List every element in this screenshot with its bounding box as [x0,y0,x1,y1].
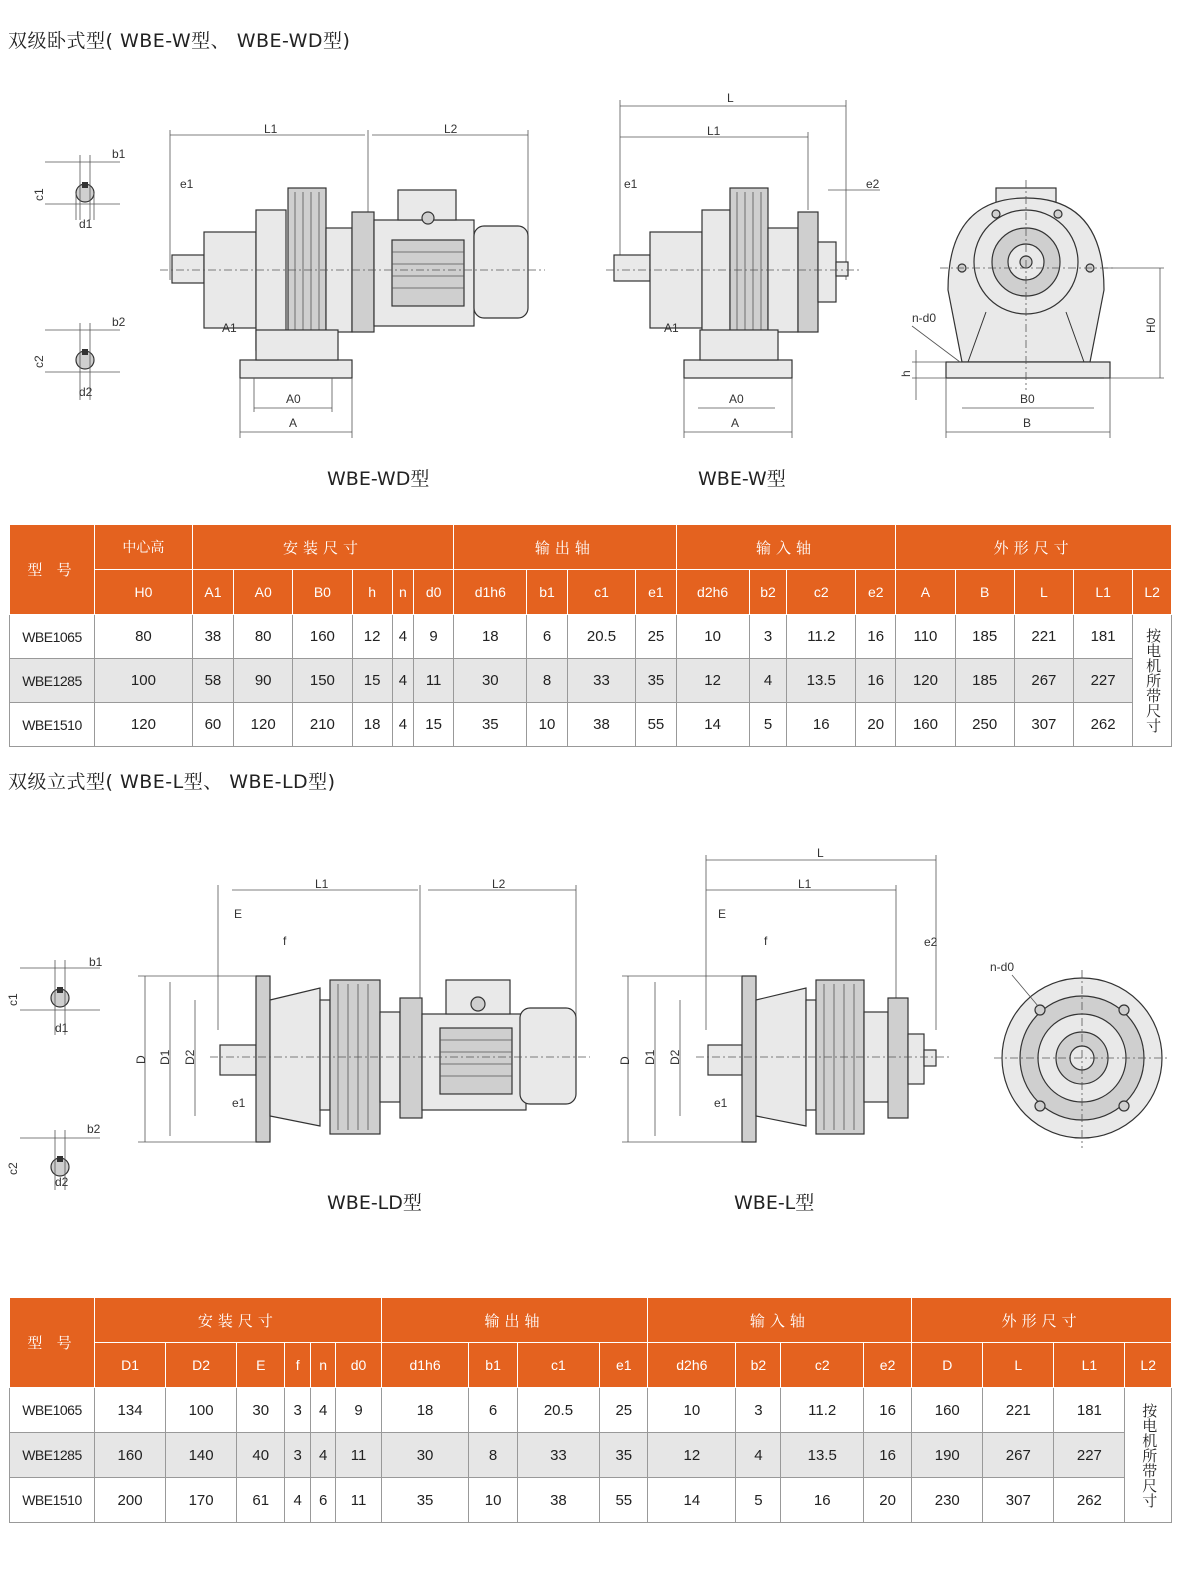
value-cell: 16 [856,615,896,659]
column-header-2: c2 [781,1343,863,1388]
column-header: B0 [293,570,352,615]
value-cell: 35 [600,1433,648,1478]
wbe-ld-side-view [134,877,590,1142]
label2-e1: e1 [232,1096,246,1110]
value-cell: 8 [469,1433,517,1478]
value-cell: 33 [567,659,636,703]
column-header-2: L [983,1343,1054,1388]
header-group-2: 输入轴 [648,1298,912,1343]
value-cell: 15 [413,703,453,747]
label2-e2: e2 [924,935,938,949]
value-cell: 210 [293,703,352,747]
value-cell: 35 [381,1478,469,1523]
value-cell: 16 [856,659,896,703]
value-cell: 15 [352,659,392,703]
value-cell: 18 [381,1388,469,1433]
label-A1-w: A1 [664,321,679,335]
value-cell: 80 [234,615,293,659]
label-B: B [1023,416,1032,430]
value-cell: 4 [310,1433,336,1478]
value-cell: 6 [527,615,567,659]
value-cell: 10 [469,1478,517,1523]
value-cell: 120 [896,659,955,703]
caption-wbe-w: WBE-W型 [698,468,786,490]
column-header-2: b2 [736,1343,781,1388]
value-cell: 250 [955,703,1014,747]
label-A: A [289,416,298,430]
caption-wbe-wd: WBE-WD型 [327,468,430,490]
value-cell: 6 [469,1388,517,1433]
value-cell: 190 [912,1433,983,1478]
header-group-2: 输出轴 [381,1298,648,1343]
l2-note: 按电机所带尺寸 [1133,615,1172,747]
value-cell: 4 [736,1433,781,1478]
label-e1: e1 [180,177,194,191]
label-A0: A0 [286,392,301,406]
value-cell: 33 [517,1433,599,1478]
value-cell: 134 [95,1388,166,1433]
header-center-height: 中心高 [95,525,193,570]
header-model-2: 型 号 [10,1298,95,1388]
label-d2: d2 [79,385,93,399]
value-cell: 10 [676,615,749,659]
value-cell: 160 [896,703,955,747]
column-header: c1 [567,570,636,615]
label2-L2: L2 [492,877,506,891]
value-cell: 20 [863,1478,911,1523]
column-header: c2 [787,570,856,615]
value-cell: 80 [95,615,193,659]
value-cell: 60 [192,703,233,747]
value-cell: 3 [285,1388,311,1433]
label2-c2: c2 [6,1162,20,1175]
column-header: d0 [413,570,453,615]
label2-e1-l: e1 [714,1096,728,1110]
value-cell: 16 [781,1478,863,1523]
label-c2: c2 [32,355,46,368]
value-cell: 16 [863,1388,911,1433]
value-cell: 55 [600,1478,648,1523]
label-B0: B0 [1020,392,1035,406]
label-L2: L2 [444,122,458,136]
table-row [10,615,1172,659]
column-header: B [955,570,1014,615]
value-cell: 267 [1014,659,1073,703]
column-header: L1 [1074,570,1133,615]
column-header-2: e2 [863,1343,911,1388]
label-d1: d1 [79,217,93,231]
label2-f: f [283,934,287,948]
value-cell: 4 [392,615,413,659]
value-cell: 185 [955,615,1014,659]
header-model: 型 号 [10,525,95,615]
value-cell: 35 [454,703,527,747]
value-cell: 160 [293,615,352,659]
value-cell: 221 [983,1388,1054,1433]
value-cell: 20 [856,703,896,747]
value-cell: 5 [736,1478,781,1523]
model-cell: WBE1285 [10,1433,95,1478]
spec-table-vertical [9,1297,1172,1523]
label2-E-l: E [718,907,727,921]
value-cell: 35 [636,659,676,703]
value-cell: 160 [912,1388,983,1433]
caption-wbe-ld: WBE-LD型 [327,1192,422,1214]
column-header: h [352,570,392,615]
column-header-2: d0 [336,1343,381,1388]
value-cell: 4 [392,659,413,703]
section2-drawing [0,830,1199,1190]
label2-D-l: D [618,1056,632,1065]
section1-title: 双级卧式型( WBE-W型、 WBE-WD型) [8,30,351,52]
section2-title: 双级立式型( WBE-L型、 WBE-LD型) [8,771,336,793]
label-L1: L1 [264,122,278,136]
value-cell: 4 [749,659,787,703]
label-b2: b2 [112,315,126,329]
caption-wbe-l: WBE-L型 [734,1192,815,1214]
value-cell: 11 [336,1433,381,1478]
label-h: h [899,370,913,377]
label-A1: A1 [222,321,237,335]
label2-L: L [817,846,824,860]
label-nd0: n-d0 [912,311,937,325]
column-header: A0 [234,570,293,615]
label2-d1: d1 [55,1021,69,1035]
value-cell: 25 [600,1388,648,1433]
value-cell: 61 [237,1478,285,1523]
label2-E: E [234,907,243,921]
label2-f-l: f [764,934,768,948]
value-cell: 13.5 [781,1433,863,1478]
value-cell: 9 [336,1388,381,1433]
value-cell: 30 [454,659,527,703]
value-cell: 227 [1074,659,1133,703]
value-cell: 30 [381,1433,469,1478]
model-cell: WBE1285 [10,659,95,703]
value-cell: 58 [192,659,233,703]
column-header-2: f [285,1343,311,1388]
flange-front-view [990,960,1170,1148]
value-cell: 12 [648,1433,736,1478]
label2-D2-l: D2 [668,1049,682,1065]
label2-D: D [134,1055,148,1064]
label-L: L [727,91,734,105]
value-cell: 200 [95,1478,166,1523]
value-cell: 38 [192,615,233,659]
input-shaft-section-2 [6,1122,101,1190]
wbe-w-side-view [606,91,880,438]
table-row [10,703,1172,747]
value-cell: 160 [95,1433,166,1478]
column-header: b2 [749,570,787,615]
column-header-2: e1 [600,1343,648,1388]
label-e1-w: e1 [624,177,638,191]
label2-nd0: n-d0 [990,960,1015,974]
column-header: H0 [95,570,193,615]
column-header-2: b1 [469,1343,517,1388]
value-cell: 13.5 [787,659,856,703]
column-header: d2h6 [676,570,749,615]
label-L1-w: L1 [707,124,721,138]
column-header-2: d2h6 [648,1343,736,1388]
column-header-2: D1 [95,1343,166,1388]
value-cell: 181 [1054,1388,1125,1433]
header-group-2: 外形尺寸 [912,1298,1172,1343]
column-header: b1 [527,570,567,615]
label2-b2: b2 [87,1122,101,1136]
wbe-wd-side-view [160,122,545,438]
value-cell: 150 [293,659,352,703]
value-cell: 8 [527,659,567,703]
table-row-2 [10,1478,1172,1523]
value-cell: 307 [1014,703,1073,747]
value-cell: 3 [749,615,787,659]
table-row [10,659,1172,703]
label-c1: c1 [32,188,46,201]
column-header: d1h6 [454,570,527,615]
model-cell: WBE1065 [10,615,95,659]
output-shaft-section-2 [6,955,103,1035]
value-cell: 10 [648,1388,736,1433]
header-group: 输入轴 [676,525,896,570]
value-cell: 262 [1054,1478,1125,1523]
label2-d2: d2 [55,1175,69,1189]
column-header-2: D [912,1343,983,1388]
value-cell: 230 [912,1478,983,1523]
column-header: L2 [1133,570,1172,615]
value-cell: 14 [676,703,749,747]
value-cell: 40 [237,1433,285,1478]
value-cell: 16 [787,703,856,747]
column-header-2: L2 [1125,1343,1172,1388]
value-cell: 120 [95,703,193,747]
value-cell: 181 [1074,615,1133,659]
value-cell: 11 [413,659,453,703]
value-cell: 5 [749,703,787,747]
column-header-2: E [237,1343,285,1388]
header-group: 外形尺寸 [896,525,1172,570]
value-cell: 100 [95,659,193,703]
value-cell: 227 [1054,1433,1125,1478]
value-cell: 20.5 [567,615,636,659]
spec-table-horizontal [9,524,1172,747]
header-group-2: 安装尺寸 [95,1298,382,1343]
value-cell: 30 [237,1388,285,1433]
value-cell: 4 [285,1478,311,1523]
value-cell: 120 [234,703,293,747]
value-cell: 170 [166,1478,237,1523]
value-cell: 3 [285,1433,311,1478]
value-cell: 9 [413,615,453,659]
value-cell: 185 [955,659,1014,703]
value-cell: 4 [392,703,413,747]
label2-D1-l: D1 [643,1049,657,1065]
column-header-2: d1h6 [381,1343,469,1388]
front-view [899,180,1164,438]
value-cell: 140 [166,1433,237,1478]
label-H0: H0 [1144,317,1158,333]
value-cell: 18 [352,703,392,747]
label2-b1: b1 [89,955,103,969]
value-cell: 12 [352,615,392,659]
section1-drawing [0,80,1199,500]
value-cell: 38 [567,703,636,747]
value-cell: 20.5 [517,1388,599,1433]
value-cell: 4 [310,1388,336,1433]
value-cell: 14 [648,1478,736,1523]
output-shaft-section [32,147,126,231]
value-cell: 90 [234,659,293,703]
column-header: e1 [636,570,676,615]
value-cell: 221 [1014,615,1073,659]
wbe-l-side-view [618,846,950,1142]
value-cell: 10 [527,703,567,747]
value-cell: 11 [336,1478,381,1523]
column-header: e2 [856,570,896,615]
value-cell: 11.2 [787,615,856,659]
column-header: L [1014,570,1073,615]
column-header-2: D2 [166,1343,237,1388]
value-cell: 110 [896,615,955,659]
value-cell: 25 [636,615,676,659]
label-A0-w: A0 [729,392,744,406]
label-e2: e2 [866,177,880,191]
value-cell: 100 [166,1388,237,1433]
column-header: A1 [192,570,233,615]
label2-L1: L1 [315,877,329,891]
value-cell: 18 [454,615,527,659]
table-row-2 [10,1433,1172,1478]
value-cell: 38 [517,1478,599,1523]
value-cell: 307 [983,1478,1054,1523]
model-cell: WBE1510 [10,703,95,747]
label2-D2: D2 [183,1049,197,1065]
label-A-w: A [731,416,740,430]
l2-note-2: 按电机所带尺寸 [1125,1388,1172,1523]
header-group: 安装尺寸 [192,525,453,570]
value-cell: 6 [310,1478,336,1523]
model-cell: WBE1510 [10,1478,95,1523]
column-header-2: c1 [517,1343,599,1388]
label2-L1-l: L1 [798,877,812,891]
column-header: A [896,570,955,615]
value-cell: 262 [1074,703,1133,747]
column-header-2: L1 [1054,1343,1125,1388]
column-header: n [392,570,413,615]
value-cell: 3 [736,1388,781,1433]
column-header-2: n [310,1343,336,1388]
value-cell: 11.2 [781,1388,863,1433]
value-cell: 16 [863,1433,911,1478]
label-b1: b1 [112,147,126,161]
value-cell: 267 [983,1433,1054,1478]
input-shaft-section [32,315,126,400]
value-cell: 12 [676,659,749,703]
table-row-2 [10,1388,1172,1433]
label2-D1: D1 [158,1049,172,1065]
label2-c1: c1 [6,993,20,1006]
model-cell: WBE1065 [10,1388,95,1433]
value-cell: 55 [636,703,676,747]
header-group: 输出轴 [454,525,676,570]
